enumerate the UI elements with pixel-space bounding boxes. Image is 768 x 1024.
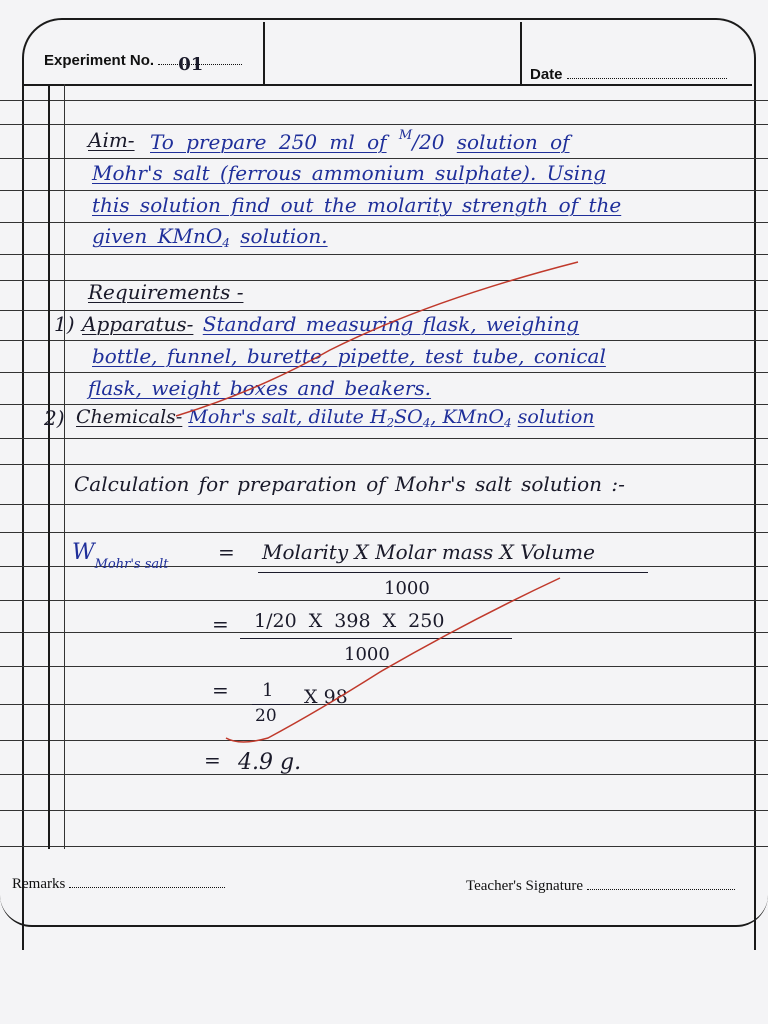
signature-label: Teacher's Signature [466, 878, 584, 894]
aim-line-3: this solution find out the molarity strength of the [92, 193, 622, 217]
calc-num3: 1 [262, 680, 274, 701]
req-item1-line2: bottle, funnel, burette, pipette, test tube, conical [92, 344, 606, 368]
aim-line-2: Mohr's salt (ferrous ammonium sulphate). Using [92, 161, 606, 185]
calc-den3: 20 [255, 706, 277, 726]
calc-eq3: = [212, 678, 229, 702]
aim-label: Aim- [88, 128, 135, 152]
remarks-label: Remarks [12, 876, 66, 892]
aim-text-1: To prepare 250 ml of [150, 130, 387, 154]
aim-fraction-rest: /20 [412, 130, 445, 154]
aim-fraction-m: M [398, 128, 413, 143]
signature-dots [587, 889, 735, 890]
remarks-field [12, 876, 225, 893]
remarks-dots [69, 887, 225, 888]
calc-eq2: = [212, 612, 229, 636]
date-label: Date [530, 66, 563, 83]
calc-heading: Calculation for preparation of Mohr's salt solution :- [74, 472, 625, 496]
req-item2-text-d: solution [517, 406, 595, 428]
req-item1-line3: flask, weight boxes and beakers. [88, 376, 432, 400]
req-item2-label: Chemicals- [76, 406, 183, 428]
experiment-number: 01 [178, 54, 204, 75]
calc-num2: 1/20 X 398 X 250 [254, 610, 445, 632]
req-item2-sub3: 4 [503, 416, 512, 430]
aim-text-1c: solution of [456, 130, 570, 154]
req-item2-text-a: Mohr's salt, dilute H [188, 406, 387, 428]
req-item2-sub1: 2 [386, 416, 395, 430]
calc-w-symbol: W [72, 540, 95, 565]
experiment-label: Experiment No. [44, 52, 155, 69]
requirements-heading: Requirements - [88, 280, 244, 304]
check-mark-calculation [226, 578, 560, 742]
check-mark-requirements [176, 262, 578, 416]
calc-w-subscript: Mohr's salt [94, 557, 169, 572]
calc-eq1: = [218, 540, 235, 564]
calc-eq4: = [204, 748, 221, 772]
req-item2-num: 2) [44, 406, 65, 430]
calc-den1: 1000 [384, 578, 430, 599]
req-item1-label: Apparatus- [82, 312, 194, 336]
req-item2-text-b: SO [394, 406, 423, 428]
calc-num1: Molarity X Molar mass X Volume [262, 540, 595, 564]
calc-den2: 1000 [344, 644, 390, 665]
signature-field [466, 878, 735, 895]
aim-line-4b: solution. [240, 224, 328, 248]
aim-line-4a: given KMnO [92, 224, 223, 248]
req-item1-text1: Standard measuring flask, weighing [202, 312, 580, 336]
aim-line-4-sub: 4 [222, 236, 230, 250]
req-item2-sub2: 4 [422, 416, 431, 430]
req-item2-text-c: , KMnO [430, 406, 504, 428]
req-item1-num: 1) [54, 312, 75, 336]
calc-mult3: X 98 [304, 686, 348, 708]
calc-result: 4.9 g. [238, 750, 302, 775]
